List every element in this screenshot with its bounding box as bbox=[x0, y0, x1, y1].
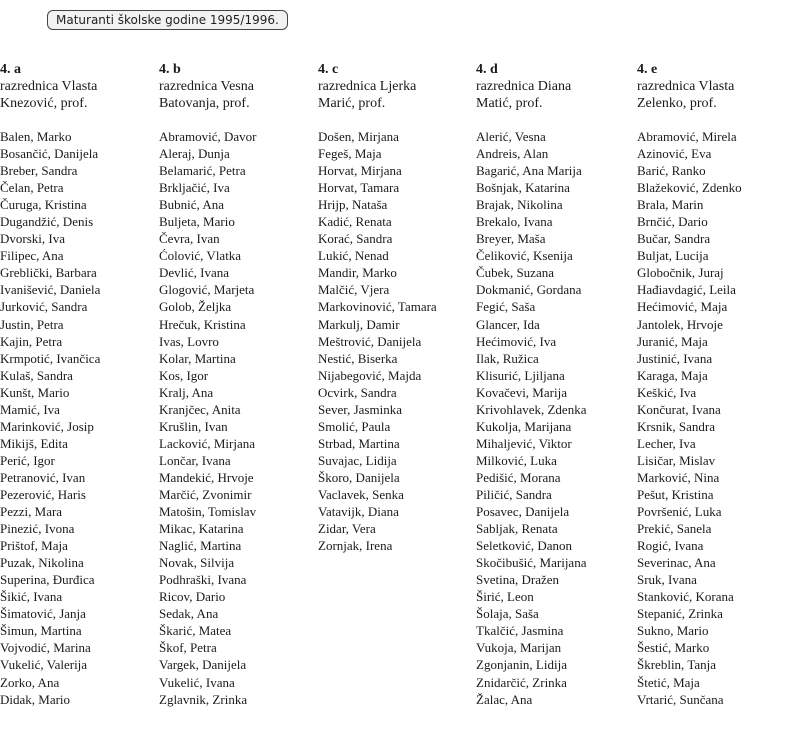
student-name: Hrečuk, Kristina bbox=[159, 316, 246, 332]
student-name: Suvajac, Lidija bbox=[318, 452, 397, 468]
student-name: Nestić, Biserka bbox=[318, 350, 398, 366]
class-title: 4. b bbox=[159, 62, 181, 77]
student-name: Zorko, Ana bbox=[0, 674, 60, 690]
student-list bbox=[318, 128, 473, 554]
student-name: Kadić, Renata bbox=[318, 214, 392, 230]
student-name: Vojvodić, Marina bbox=[0, 640, 91, 656]
student-name: Hećimović, Maja bbox=[637, 299, 728, 315]
class-column-4e bbox=[637, 62, 792, 708]
student-name: Vukelić, Ivana bbox=[159, 674, 235, 690]
student-name: Vrtarić, Sunčana bbox=[637, 691, 724, 707]
student-name: Končurat, Ivana bbox=[637, 401, 721, 417]
student-name: Hađiavdagić, Leila bbox=[637, 282, 736, 298]
student-name: Mandekić, Hrvoje bbox=[159, 469, 254, 485]
student-name: Mikac, Katarina bbox=[159, 521, 244, 537]
student-name: Čelan, Petra bbox=[0, 180, 64, 196]
student-name: Krsnik, Sandra bbox=[637, 418, 715, 434]
student-name: Škof, Petra bbox=[159, 640, 217, 656]
student-name: Bosančić, Danijela bbox=[0, 146, 99, 162]
student-name: Podhraški, Ivana bbox=[159, 572, 247, 588]
student-name: Juranić, Maja bbox=[637, 333, 708, 349]
student-name: Zornjak, Irena bbox=[318, 538, 393, 554]
student-name: Mandir, Marko bbox=[318, 265, 397, 281]
student-name: Kralj, Ana bbox=[159, 384, 214, 400]
student-name: Justin, Petra bbox=[0, 316, 64, 332]
student-name: Jurković, Sandra bbox=[0, 299, 88, 315]
student-name: Štetić, Maja bbox=[637, 674, 700, 690]
student-name: Kos, Igor bbox=[159, 367, 209, 383]
student-name: Čuruga, Kristina bbox=[0, 197, 87, 213]
student-name: Kolar, Martina bbox=[159, 350, 236, 366]
student-name: Golob, Željka bbox=[159, 299, 232, 315]
student-name: Fegeš, Maja bbox=[318, 146, 382, 162]
student-name: Abramović, Mirela bbox=[637, 129, 737, 144]
student-name: Ricov, Dario bbox=[159, 589, 226, 605]
student-name: Lončar, Ivana bbox=[159, 452, 231, 468]
student-list bbox=[159, 128, 314, 708]
student-name: Škreblin, Tanja bbox=[637, 657, 717, 673]
student-name: Marinković, Josip bbox=[0, 418, 94, 434]
student-name: Pinezić, Ivona bbox=[0, 521, 75, 537]
student-name: Didak, Mario bbox=[0, 691, 71, 707]
student-name: Breyer, Maša bbox=[476, 231, 546, 247]
student-name: Markovinović, Tamara bbox=[318, 299, 437, 315]
student-name: Piličić, Sandra bbox=[476, 486, 552, 502]
student-name: Šikić, Ivana bbox=[0, 589, 63, 605]
class-teacher-line2: Batovanja, prof. bbox=[159, 96, 250, 111]
student-name: Keškić, Iva bbox=[637, 384, 697, 400]
class-teacher-line1: razrednica Diana bbox=[476, 79, 572, 94]
student-name: Ilak, Ružica bbox=[476, 350, 539, 366]
class-teacher-line2: Matić, prof. bbox=[476, 96, 543, 111]
student-name: Čevra, Ivan bbox=[159, 231, 220, 247]
student-name: Mikijš, Edita bbox=[0, 435, 68, 451]
student-name: Žalac, Ana bbox=[476, 691, 533, 707]
class-column-4a bbox=[0, 62, 155, 708]
student-name: Dugandžić, Denis bbox=[0, 214, 94, 230]
student-name: Vukelić, Valerija bbox=[0, 657, 88, 673]
student-name: Mihaljević, Viktor bbox=[476, 435, 572, 451]
student-name: Petranović, Ivan bbox=[0, 469, 86, 485]
page-heading: Maturanti školske godine 1995/1996. bbox=[47, 10, 288, 30]
class-teacher-line1: razrednica Vlasta bbox=[0, 79, 98, 94]
student-name: Filipec, Ana bbox=[0, 248, 64, 264]
class-column-4b bbox=[159, 62, 314, 708]
student-name: Krmpotić, Ivančica bbox=[0, 350, 101, 366]
student-name: Kulaš, Sandra bbox=[0, 367, 73, 383]
student-name: Ocvirk, Sandra bbox=[318, 384, 397, 400]
student-name: Zidar, Vera bbox=[318, 521, 376, 537]
student-name: Naglić, Martina bbox=[159, 538, 242, 554]
student-name: Brekalo, Ivana bbox=[476, 214, 553, 230]
student-name: Rogić, Ivana bbox=[637, 538, 704, 554]
student-name: Globočnik, Juraj bbox=[637, 265, 724, 281]
student-name: Azinović, Eva bbox=[637, 146, 712, 162]
class-teacher-line2: Marić, prof. bbox=[318, 96, 386, 111]
student-name: Meštrović, Danijela bbox=[318, 333, 422, 349]
student-name: Šimun, Martina bbox=[0, 623, 82, 639]
student-name: Brnčić, Dario bbox=[637, 214, 708, 230]
student-name: Čeliković, Ksenija bbox=[476, 248, 573, 264]
student-name: Sabljak, Renata bbox=[476, 521, 558, 537]
student-name: Bagarić, Ana Marija bbox=[476, 163, 582, 179]
student-name: Škarić, Matea bbox=[159, 623, 232, 639]
student-name: Skočibušić, Marijana bbox=[476, 555, 587, 571]
student-name: Zglavnik, Zrinka bbox=[159, 691, 248, 707]
student-name: Alerić, Vesna bbox=[476, 129, 546, 144]
student-name: Marčić, Zvonimir bbox=[159, 486, 252, 502]
class-title: 4. e bbox=[637, 62, 658, 77]
student-name: Sukno, Mario bbox=[637, 623, 709, 639]
student-name: Sever, Jasminka bbox=[318, 401, 402, 417]
student-list bbox=[0, 128, 155, 708]
student-name: Fegić, Saša bbox=[476, 299, 536, 315]
student-name: Nijabegović, Majda bbox=[318, 367, 422, 383]
student-name: Mamić, Iva bbox=[0, 401, 60, 417]
student-name: Novak, Silvija bbox=[159, 555, 235, 571]
student-name: Greblički, Barbara bbox=[0, 265, 97, 281]
student-name: Matošin, Tomislav bbox=[159, 504, 257, 520]
student-name: Ivanišević, Daniela bbox=[0, 282, 101, 298]
student-name: Korać, Sandra bbox=[318, 231, 393, 247]
class-column-4d bbox=[476, 62, 631, 708]
student-name: Vaclavek, Senka bbox=[318, 486, 404, 502]
student-name: Pezzi, Mara bbox=[0, 504, 63, 520]
student-name: Marković, Nina bbox=[637, 469, 720, 485]
student-name: Devlić, Ivana bbox=[159, 265, 230, 281]
student-name: Barić, Ranko bbox=[637, 163, 706, 179]
student-name: Superina, Đurđica bbox=[0, 572, 95, 588]
student-name: Kajin, Petra bbox=[0, 333, 63, 349]
student-name: Površenić, Luka bbox=[637, 504, 722, 520]
student-name: Stanković, Korana bbox=[637, 589, 734, 605]
class-teacher-line1: razrednica Vlasta bbox=[637, 79, 735, 94]
student-name: Bučar, Sandra bbox=[637, 231, 711, 247]
student-name: Sedak, Ana bbox=[159, 606, 219, 622]
class-column-4c bbox=[318, 62, 473, 554]
student-name: Prištof, Maja bbox=[0, 538, 68, 554]
student-name: Breber, Sandra bbox=[0, 163, 78, 179]
student-name: Lisičar, Mislav bbox=[637, 452, 716, 468]
student-name: Lecher, Iva bbox=[637, 435, 696, 451]
student-name: Milković, Luka bbox=[476, 452, 557, 468]
student-name: Pezerović, Haris bbox=[0, 486, 86, 502]
student-name: Buljeta, Mario bbox=[159, 214, 235, 230]
student-name: Širić, Leon bbox=[476, 589, 534, 605]
student-list bbox=[637, 128, 792, 708]
student-name: Šolaja, Saša bbox=[476, 606, 539, 622]
student-name: Vargek, Danijela bbox=[159, 657, 247, 673]
class-teacher-line1: razrednica Ljerka bbox=[318, 79, 417, 94]
student-name: Perić, Igor bbox=[0, 452, 55, 468]
student-name: Jantolek, Hrvoje bbox=[637, 316, 723, 332]
class-title: 4. c bbox=[318, 62, 339, 77]
student-name: Dvorski, Iva bbox=[0, 231, 65, 247]
student-name: Pešut, Kristina bbox=[637, 486, 714, 502]
student-name: Klisurić, Ljiljana bbox=[476, 367, 565, 383]
student-name: Severinac, Ana bbox=[637, 555, 716, 571]
student-name: Brala, Marin bbox=[637, 197, 704, 213]
student-name: Stepanić, Zrinka bbox=[637, 606, 723, 622]
student-name: Karaga, Maja bbox=[637, 367, 708, 383]
class-title: 4. d bbox=[476, 62, 498, 77]
student-name: Došen, Mirjana bbox=[318, 129, 399, 144]
class-teacher-line2: Zelenko, prof. bbox=[637, 96, 717, 111]
class-teacher-line1: razrednica Vesna bbox=[159, 79, 254, 94]
student-name: Puzak, Nikolina bbox=[0, 555, 84, 571]
class-teacher-line2: Knezović, prof. bbox=[0, 96, 88, 111]
student-name: Glancer, Ida bbox=[476, 316, 540, 332]
student-name: Ivas, Lovro bbox=[159, 333, 219, 349]
student-name: Šestić, Marko bbox=[637, 640, 710, 656]
student-list bbox=[476, 128, 631, 708]
student-name: Smolić, Paula bbox=[318, 418, 391, 434]
student-name: Vatavijk, Diana bbox=[318, 504, 399, 520]
student-name: Markulj, Damir bbox=[318, 316, 400, 332]
student-name: Škoro, Danijela bbox=[318, 469, 400, 485]
student-name: Dokmanić, Gordana bbox=[476, 282, 582, 298]
student-name: Balen, Marko bbox=[0, 129, 72, 144]
student-name: Buljat, Lucija bbox=[637, 248, 709, 264]
class-title: 4. a bbox=[0, 62, 21, 77]
student-name: Brajak, Nikolina bbox=[476, 197, 563, 213]
student-name: Pedišić, Morana bbox=[476, 469, 561, 485]
student-name: Kukolja, Marijana bbox=[476, 418, 572, 434]
student-name: Strbad, Martina bbox=[318, 435, 400, 451]
student-name: Kranjčec, Anita bbox=[159, 401, 241, 417]
student-name: Horvat, Mirjana bbox=[318, 163, 402, 179]
student-name: Horvat, Tamara bbox=[318, 180, 400, 196]
student-name: Lukić, Nenad bbox=[318, 248, 389, 264]
student-name: Posavec, Danijela bbox=[476, 504, 570, 520]
student-name: Andreis, Alan bbox=[476, 146, 549, 162]
student-name: Ćolović, Vlatka bbox=[159, 248, 242, 264]
student-name: Svetina, Dražen bbox=[476, 572, 560, 588]
student-name: Tkalčić, Jasmina bbox=[476, 623, 564, 639]
student-name: Sruk, Ivana bbox=[637, 572, 697, 588]
student-name: Abramović, Davor bbox=[159, 129, 257, 144]
student-name: Glogović, Marjeta bbox=[159, 282, 255, 298]
student-name: Krivohlavek, Zdenka bbox=[476, 401, 587, 417]
student-name: Hećimović, Iva bbox=[476, 333, 557, 349]
student-name: Justinić, Ivana bbox=[637, 350, 713, 366]
student-name: Seletković, Danon bbox=[476, 538, 573, 554]
student-name: Aleraj, Dunja bbox=[159, 146, 230, 162]
student-name: Bošnjak, Katarina bbox=[476, 180, 570, 196]
student-name: Kovačevi, Marija bbox=[476, 384, 567, 400]
student-name: Krušlin, Ivan bbox=[159, 418, 228, 434]
student-name: Znidarčić, Zrinka bbox=[476, 674, 567, 690]
student-name: Kunšt, Mario bbox=[0, 384, 70, 400]
student-name: Lacković, Mirjana bbox=[159, 435, 256, 451]
student-name: Bubnić, Ana bbox=[159, 197, 224, 213]
student-name: Čubek, Suzana bbox=[476, 265, 554, 281]
student-name: Prekić, Sanela bbox=[637, 521, 712, 537]
student-name: Brkljačić, Iva bbox=[159, 180, 230, 196]
student-name: Šimatović, Janja bbox=[0, 606, 86, 622]
student-name: Hrijp, Nataša bbox=[318, 197, 388, 213]
student-name: Vukoja, Marijan bbox=[476, 640, 562, 656]
student-name: Belamarić, Petra bbox=[159, 163, 246, 179]
student-name: Blažeković, Zdenko bbox=[637, 180, 742, 196]
student-name: Zgonjanin, Lidija bbox=[476, 657, 567, 673]
student-name: Malčić, Vjera bbox=[318, 282, 390, 298]
